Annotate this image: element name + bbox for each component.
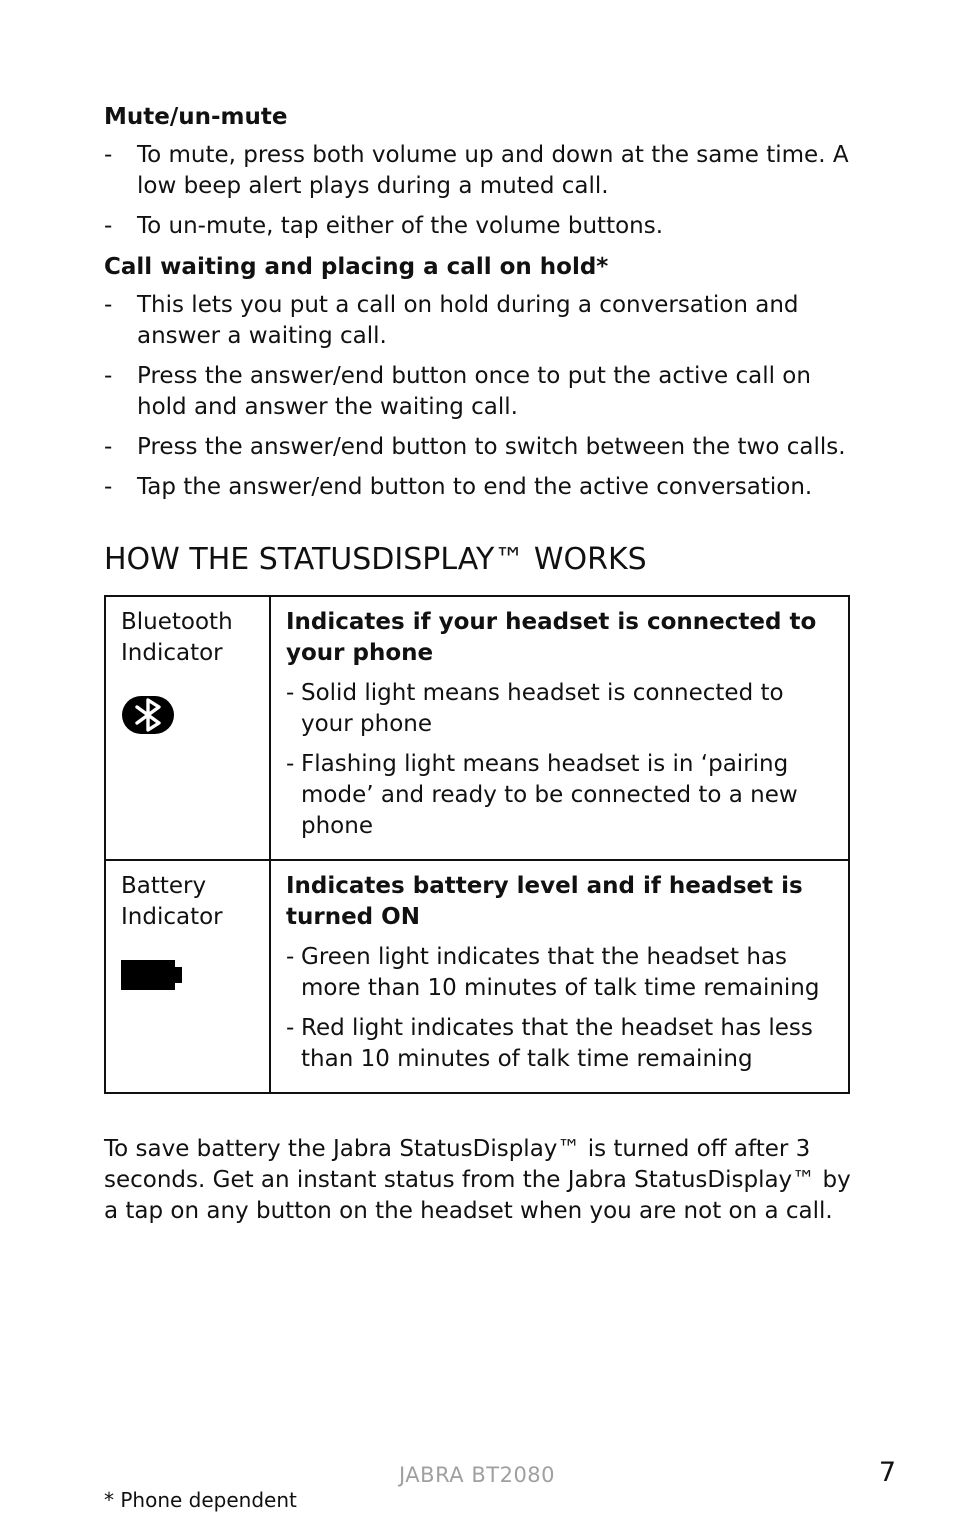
statusdisplay-title: HOW THE STATUSDISPLAY™ WORKS xyxy=(104,542,647,577)
bluetooth-icon xyxy=(121,695,175,735)
page-number: 7 xyxy=(878,1457,896,1488)
list-item xyxy=(104,290,852,352)
product-footer: JABRA BT2080 xyxy=(398,1463,556,1487)
list-item xyxy=(104,140,852,202)
mute-heading: Mute/un-mute xyxy=(104,104,288,130)
dash: - xyxy=(286,680,295,706)
list-item-text: This lets you put a call on hold during a conversation and answer a waiting call. xyxy=(137,292,799,349)
icon-container xyxy=(121,695,255,755)
indicator-heading: Indicates if your headset is connected to your phone xyxy=(286,609,817,666)
list-item xyxy=(104,361,852,423)
mute-list xyxy=(104,140,852,242)
list-item xyxy=(286,1013,834,1075)
list-item xyxy=(286,942,834,1004)
list-item-text: To mute, press both volume up and down at the same time. A low beep alert plays during a muted call. xyxy=(137,142,849,199)
list-item xyxy=(104,211,852,242)
list-item-text: Solid light means headset is connected to your phone xyxy=(301,680,784,737)
dash: - xyxy=(104,213,113,239)
footnote: * Phone dependent xyxy=(104,1488,297,1512)
list-item-text: Press the answer/end button to switch between the two calls. xyxy=(137,434,846,460)
dash: - xyxy=(286,1015,295,1041)
list-item-text: To un-mute, tap either of the volume buttons. xyxy=(137,213,664,239)
dash: - xyxy=(104,474,113,500)
list-item-text: Press the answer/end button once to put the active call on hold and answer the waiting call. xyxy=(137,363,811,420)
page-content xyxy=(104,102,852,1250)
indicator-label-cell xyxy=(105,860,270,1093)
indicator-label: Bluetooth Indicator xyxy=(121,609,233,666)
statusdisplay-table xyxy=(104,595,850,1094)
icon-container xyxy=(121,959,255,1019)
dash: - xyxy=(286,751,295,777)
list-item-text: Tap the answer/end button to end the active conversation. xyxy=(137,474,813,500)
indicator-heading: Indicates battery level and if headset is turned ON xyxy=(286,873,803,930)
indicator-label-cell xyxy=(105,596,270,860)
dash: - xyxy=(286,944,295,970)
list-item-text: Red light indicates that the headset has less than 10 minutes of talk time remaining xyxy=(301,1015,813,1072)
indicator-description-cell xyxy=(270,596,849,860)
list-item-text: Flashing light means headset is in ‘pairing mode’ and ready to be connected to a new phone xyxy=(301,751,798,839)
list-item xyxy=(286,749,834,842)
call-waiting-list xyxy=(104,290,852,503)
indicator-description-cell xyxy=(270,860,849,1093)
table-row xyxy=(105,860,849,1093)
list-item xyxy=(104,432,852,463)
call-waiting-heading: Call waiting and placing a call on hold* xyxy=(104,254,609,280)
dash: - xyxy=(104,434,113,460)
indicator-label: Battery Indicator xyxy=(121,873,223,930)
battery-save-note: To save battery the Jabra StatusDisplay™ is turned off after 3 seconds. Get an instant status from the Jabra StatusDisplay™ by a tap on any button on the headset when you are not on a call. xyxy=(104,1136,851,1224)
table-row xyxy=(105,596,849,860)
dash: - xyxy=(104,363,113,389)
dash: - xyxy=(104,292,113,318)
list-item xyxy=(286,678,834,740)
list-item xyxy=(104,472,852,503)
battery-icon xyxy=(121,959,183,991)
list-item-text: Green light indicates that the headset has more than 10 minutes of talk time remaining xyxy=(301,944,820,1001)
dash: - xyxy=(104,142,113,168)
